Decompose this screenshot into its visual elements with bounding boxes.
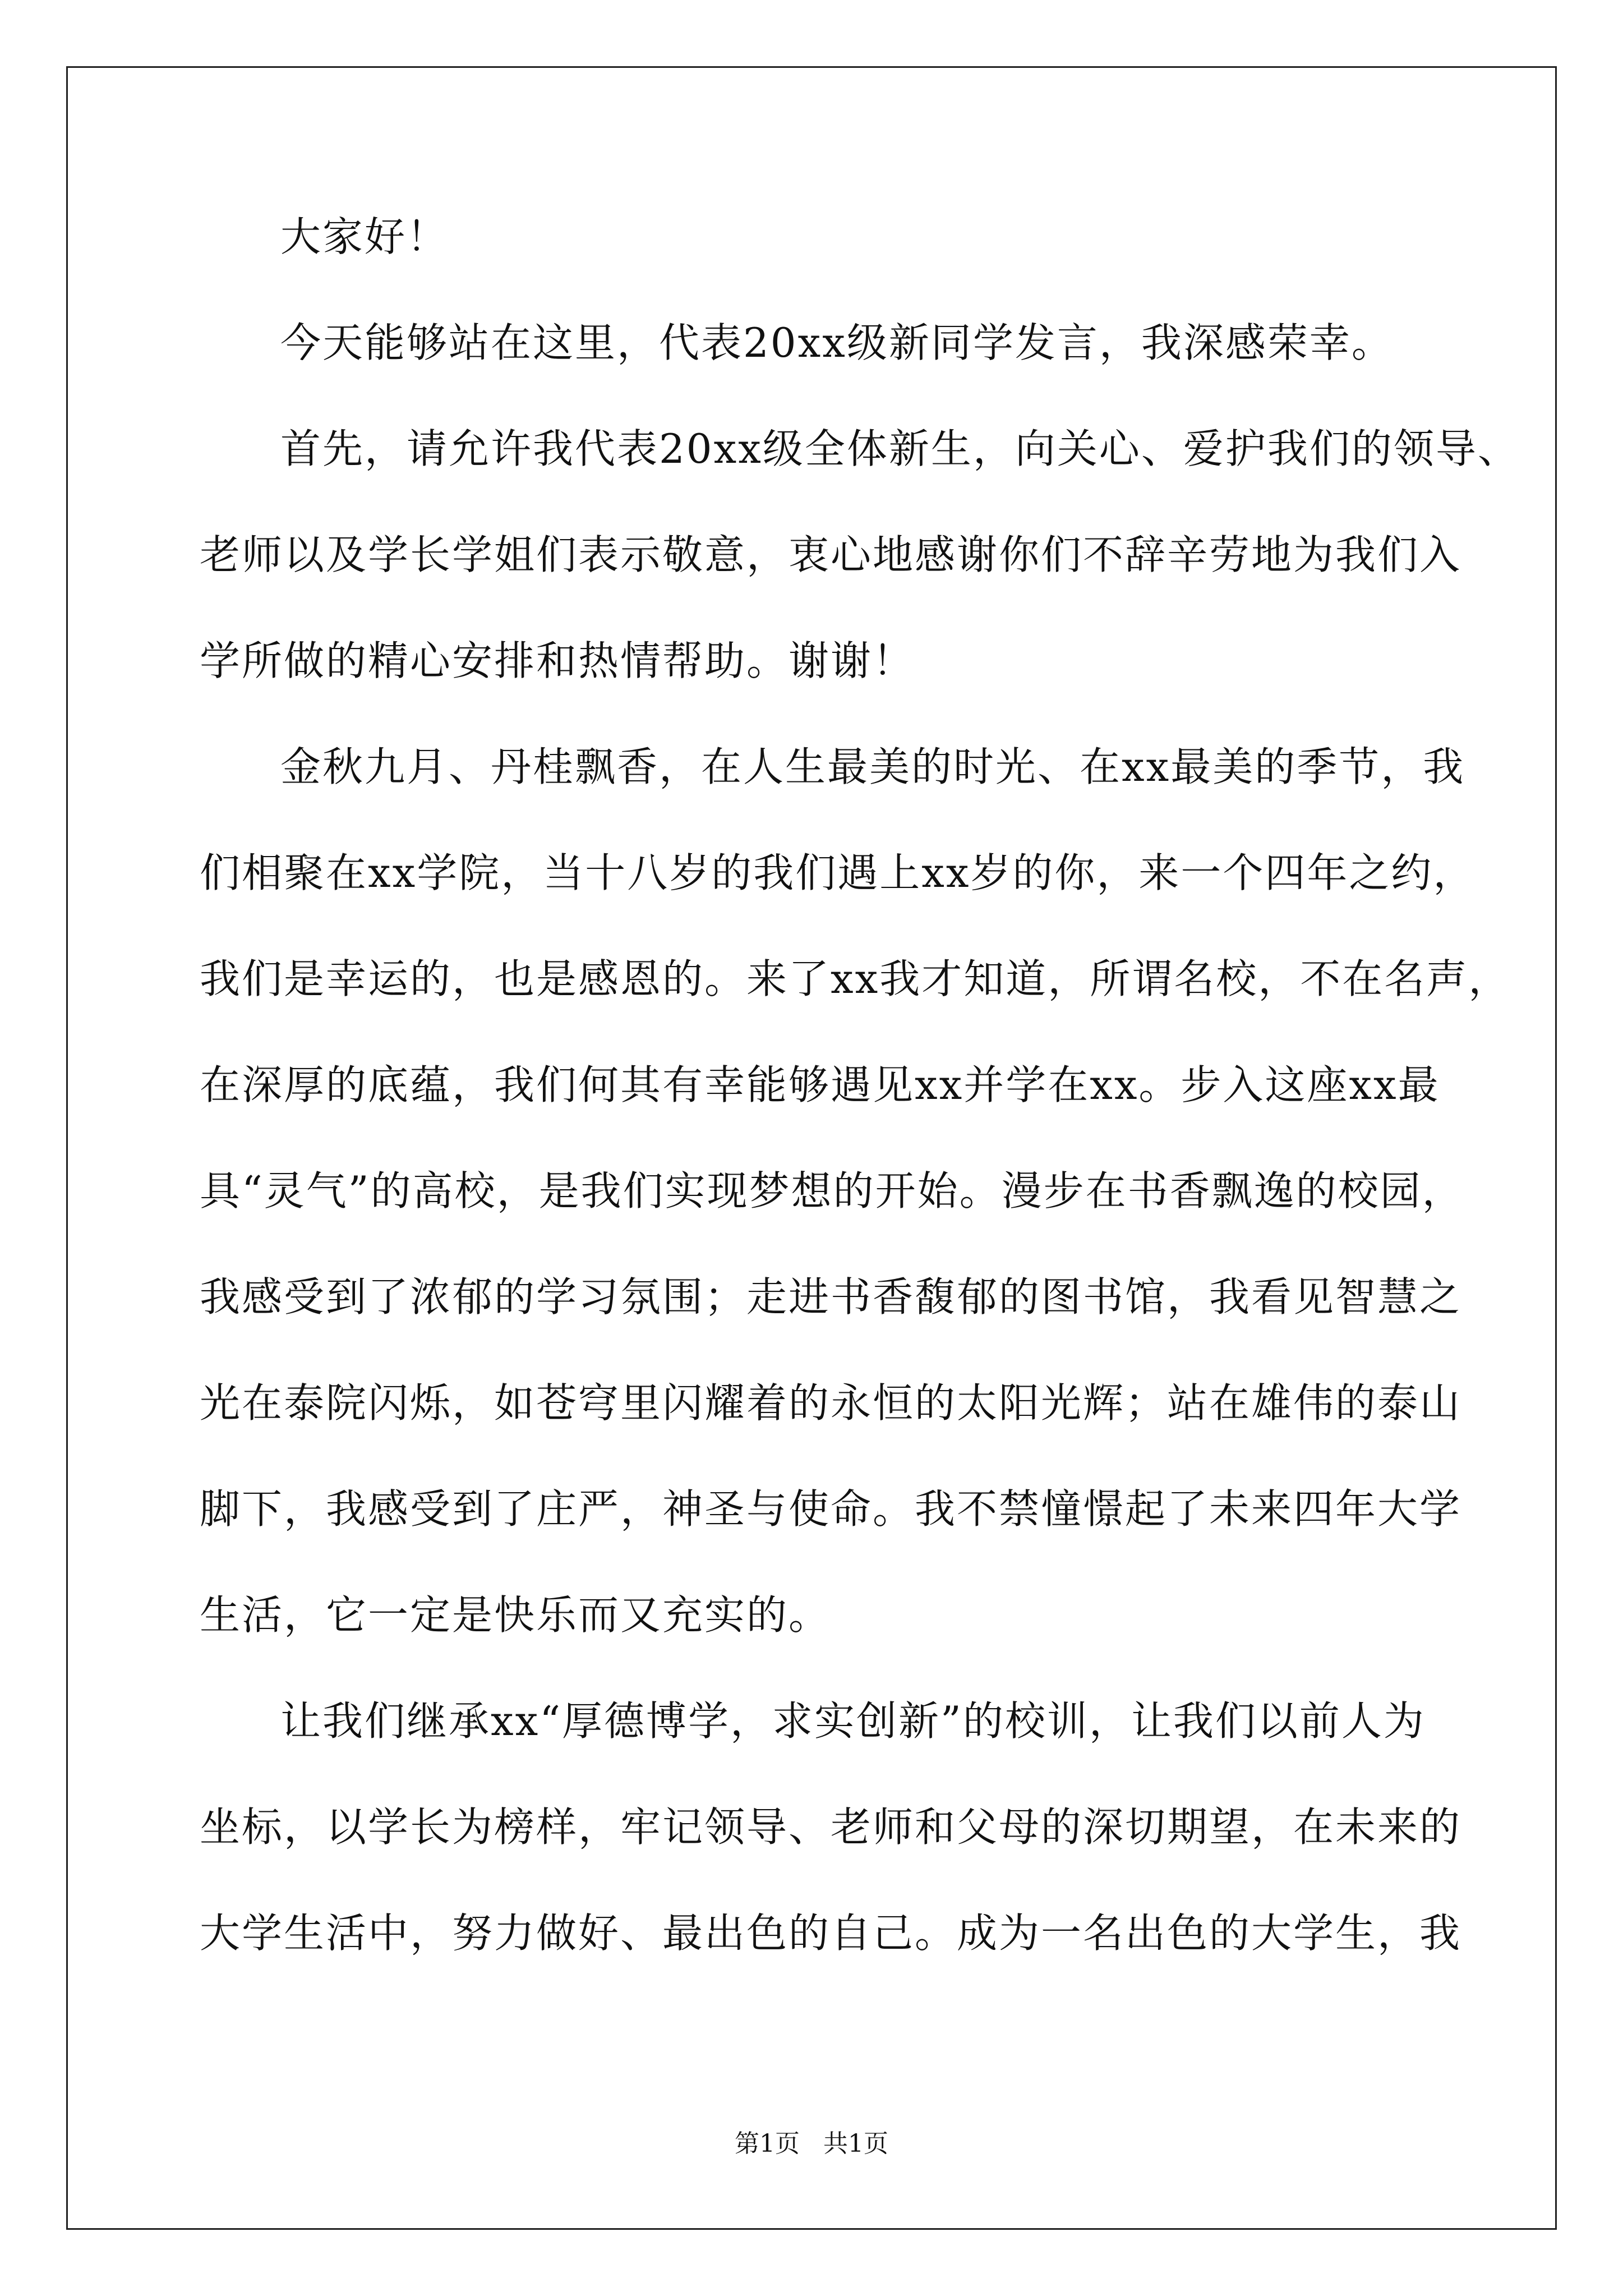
page-count: 共1页 [823,2129,888,2158]
page-footer [0,2129,1623,2158]
paragraph-line: 们相聚在xx学院，当十八岁的我们遇上xx岁的你，来一个四年之约， [200,849,1476,896]
paragraph-line: 光在泰院闪烁，如苍穹里闪耀着的永恒的太阳光辉；站在雄伟的泰山 [200,1379,1462,1427]
paragraph-line: 让我们继承xx“厚德博学，求实创新”的校训，让我们以前人为 [280,1697,1426,1745]
paragraph-line: 生活，它一定是快乐而又充实的。 [200,1591,831,1639]
paragraph-line: 我感受到了浓郁的学习氛围；走进书香馥郁的图书馆，我看见智慧之 [200,1273,1462,1320]
paragraph-line: 首先，请允许我代表20xx级全体新生，向关心、爱护我们的领导、 [280,425,1520,472]
paragraph-line: 大学生活中，努力做好、最出色的自己。成为一名出色的大学生，我 [200,1910,1462,1957]
paragraph-line: 坐标，以学长为榜样，牢记领导、老师和父母的深切期望，在未来的 [200,1803,1462,1851]
greeting-line: 大家好！ [280,213,449,260]
paragraph-line: 学所做的精心安排和热情帮助。谢谢！ [200,637,915,684]
paragraph-line: 在深厚的底蕴，我们何其有幸能够遇见xx并学在xx。步入这座xx最 [200,1061,1440,1108]
paragraph-line: 我们是幸运的，也是感恩的。来了xx我才知道，所谓名校，不在名声， [200,955,1511,1002]
paragraph-line: 金秋九月、丹桂飘香，在人生最美的时光、在xx最美的季节，我 [280,743,1465,790]
paragraph-line: 今天能够站在这里，代表20xx级新同学发言，我深感荣幸。 [280,319,1394,366]
paragraph-line: 脚下，我感受到了庄严，神圣与使命。我不禁憧憬起了未来四年大学 [200,1485,1462,1533]
paragraph-line: 老师以及学长学姐们表示敬意，衷心地感谢你们不辞辛劳地为我们入 [200,531,1462,578]
page-border [66,66,1557,2230]
page-number: 第1页 [735,2129,800,2158]
paragraph-line: 具“灵气”的高校，是我们实现梦想的开始。漫步在书香飘逸的校园， [200,1167,1464,1214]
